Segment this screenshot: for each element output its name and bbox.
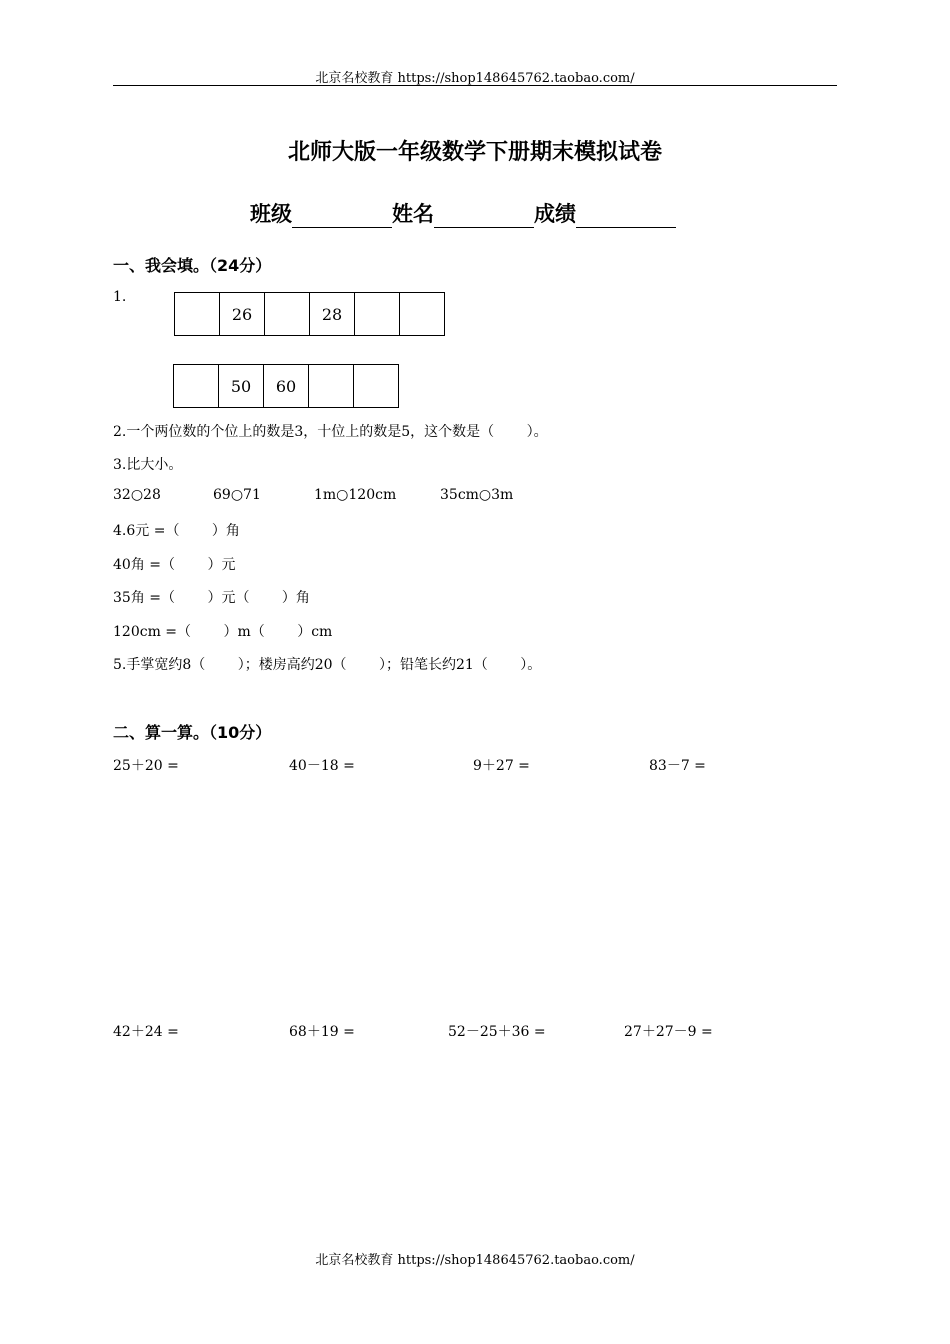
grid-cell: 28 [310, 293, 355, 336]
q2-text: 2.一个两位数的个位上的数是3，十位上的数是5，这个数是（ ）。 [113, 424, 548, 440]
page-title: 北师大版一年级数学下册期末模拟试卷 [287, 140, 662, 165]
calc-item: 9＋27 = [473, 758, 530, 774]
grid-cell: 26 [220, 293, 265, 336]
calc-item: 25＋20 = [113, 758, 179, 774]
q1-label: 1. [113, 289, 127, 305]
compare-item: 69○71 [213, 487, 261, 503]
number-grid-row1 [174, 292, 445, 336]
page-footer: 北京名校教育 https://shop148645762.taobao.com/ [315, 1253, 635, 1268]
section2-heading: 二、算一算。（10分） [113, 723, 272, 742]
header-rule [113, 85, 837, 86]
q4-line: 120cm =（ ）m（ ）cm [113, 624, 333, 640]
class-blank[interactable] [292, 205, 392, 228]
calc-item: 68＋19 = [289, 1024, 355, 1040]
compare-item: 1m○120cm [314, 487, 397, 503]
calc-item: 27＋27－9 = [624, 1024, 713, 1040]
calc-item: 52－25＋36 = [448, 1024, 546, 1040]
section1-heading: 一、我会填。（24分） [113, 256, 272, 275]
grid-cell: 50 [219, 365, 264, 408]
number-grid-row2 [173, 364, 399, 408]
compare-item: 32○28 [113, 487, 161, 503]
class-label: 班级 [250, 202, 292, 226]
grid-cell[interactable] [175, 293, 220, 336]
grid-cell[interactable] [174, 365, 219, 408]
student-info-line [250, 198, 676, 228]
calc-item: 83－7 = [649, 758, 706, 774]
compare-item: 35cm○3m [440, 487, 514, 503]
grid-cell[interactable] [354, 365, 399, 408]
score-blank[interactable] [576, 205, 676, 228]
page-header: 北京名校教育 https://shop148645762.taobao.com/ [315, 71, 635, 86]
q4-line: 4.6元 =（ ）角 [113, 523, 240, 539]
calc-item: 40－18 = [289, 758, 355, 774]
grid-cell: 60 [264, 365, 309, 408]
name-label: 姓名 [392, 202, 434, 226]
grid-cell[interactable] [309, 365, 354, 408]
q4-line: 35角 =（ ）元（ ）角 [113, 590, 310, 606]
calc-item: 42＋24 = [113, 1024, 179, 1040]
score-label: 成绩 [534, 202, 576, 226]
grid-cell[interactable] [400, 293, 445, 336]
grid-cell[interactable] [265, 293, 310, 336]
grid-cell[interactable] [355, 293, 400, 336]
q4-line: 40角 =（ ）元 [113, 557, 236, 573]
q3-label: 3.比大小。 [113, 457, 183, 473]
q5-text: 5.手掌宽约8（ ）；楼房高约20（ ）；铅笔长约21（ ）。 [113, 657, 542, 673]
name-blank[interactable] [434, 205, 534, 228]
